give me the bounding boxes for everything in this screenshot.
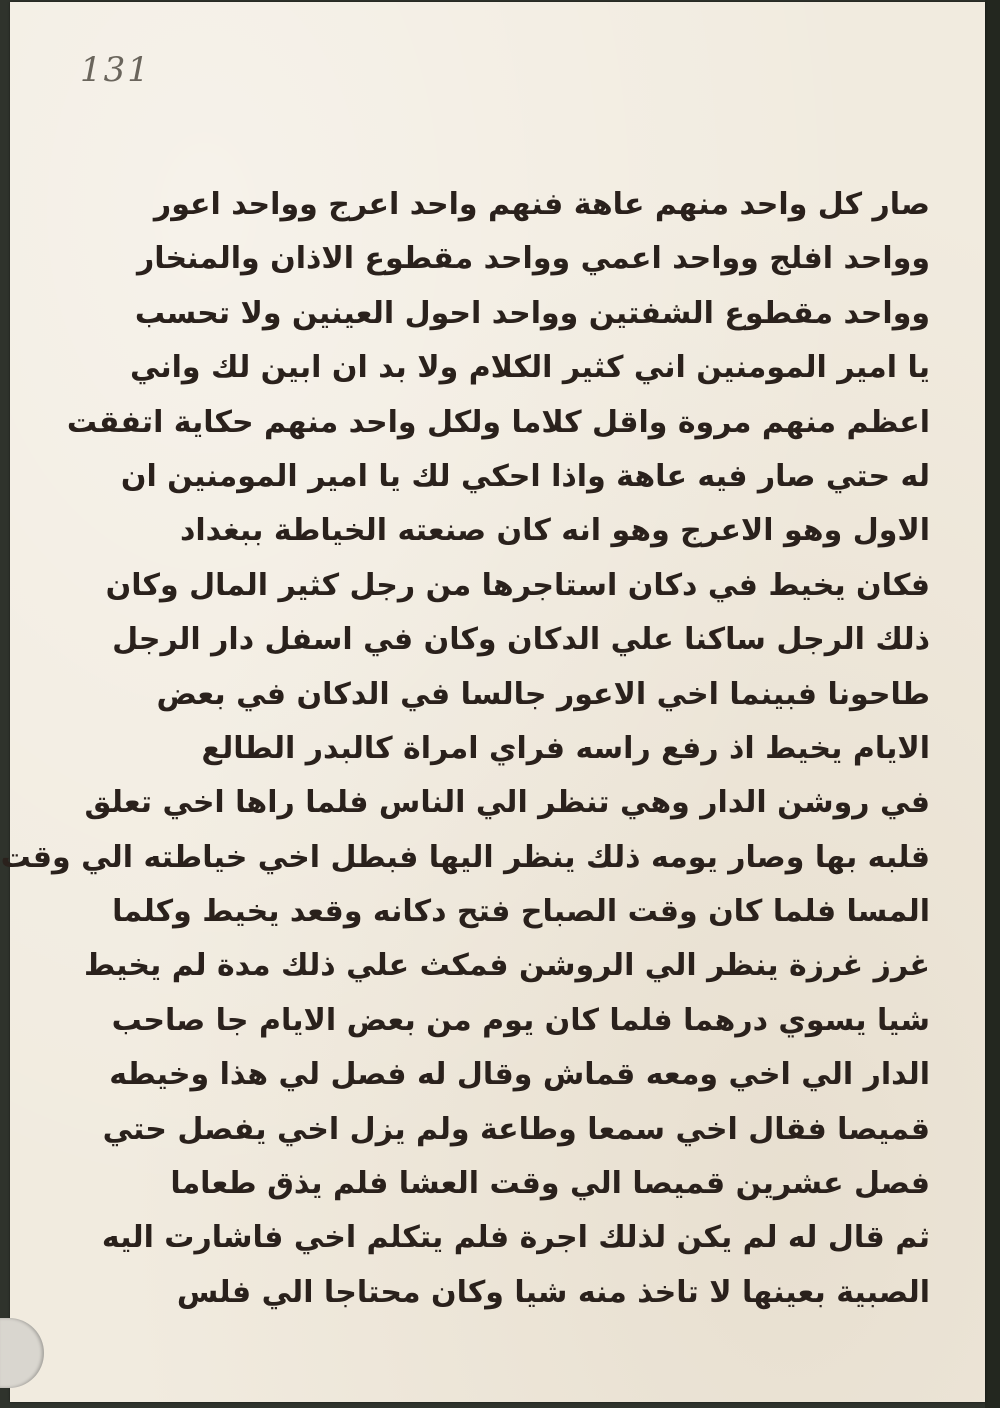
manuscript-line: فصل عشرين قميصا الي وقت العشا فلم يذق طعاما	[170, 1166, 930, 1202]
manuscript-line: قلبه بها وصار يومه ذلك ينظر اليها فبطل اخي خياطته الي وقت	[0, 839, 930, 875]
manuscript-line: صار كل واحد منهم عاهة فنهم واحد اعرج وواحد اعور	[153, 187, 930, 222]
manuscript-line: الصبية بعينها لا تاخذ منه شيا وكان محتاجا الي فلس	[176, 1274, 930, 1310]
manuscript-line: وواحد مقطوع الشفتين وواحد احول العينين ولا تحسب	[134, 295, 930, 331]
scan-edge	[985, 0, 1000, 1408]
manuscript-line: الدار الي اخي ومعه قماش وقال له فصل لي هذا وخيطه	[109, 1057, 930, 1093]
manuscript-line: ذلك الرجل ساكنا علي الدكان وكان في اسفل دار الرجل	[112, 622, 930, 658]
manuscript-line: ثم قال له لم يكن لذلك اجرة فلم يتكلم اخي فاشارت اليه	[101, 1220, 930, 1256]
manuscript-line: في روشن الدار وهي تنظر الي الناس فلما راها اخي تعلق	[84, 785, 930, 821]
manuscript-line: اعظم منهم مروة واقل كلاما ولكل واحد منهم حكاية اتفقت	[66, 404, 930, 440]
manuscript-line: قميصا فقال اخي سمعا وطاعة ولم يزل اخي يفصل حتي	[102, 1111, 930, 1147]
manuscript-line: طاحونا فبينما اخي الاعور جالسا في الدكان في بعض	[156, 676, 930, 712]
manuscript-line: المسا فلما كان وقت الصباح فتح دكانه وقعد يخيط وكلما	[112, 894, 930, 930]
manuscript-line: الاول وهو الاعرج وهو انه كان صنعته الخياطة ببغداد	[179, 513, 930, 549]
manuscript-line: غرز غرزة ينظر الي الروشن فمكث علي ذلك مدة لم يخيط	[84, 948, 930, 984]
manuscript-line: فكان يخيط في دكان استاجرها من رجل كثير المال وكان	[105, 567, 930, 603]
manuscript-line: شيا يسوي درهما فلما كان يوم من بعض الايام جا صاحب	[111, 1002, 930, 1038]
manuscript-text-block	[0, 178, 930, 1310]
manuscript-line: الايام يخيط اذ رفع راسه فراي امراة كالبدر الطالع	[201, 730, 930, 766]
folio-number: 131	[80, 50, 151, 90]
manuscript-line: له حتي صار فيه عاهة واذا احكي لك يا امير المومنين ان	[120, 458, 930, 494]
manuscript-line: وواحد افلج وواحد اعمي وواحد مقطوع الاذان والمنخار	[136, 241, 930, 277]
manuscript-line: يا امير المومنين اني كثير الكلام ولا بد ان ابين لك واني	[130, 350, 930, 386]
